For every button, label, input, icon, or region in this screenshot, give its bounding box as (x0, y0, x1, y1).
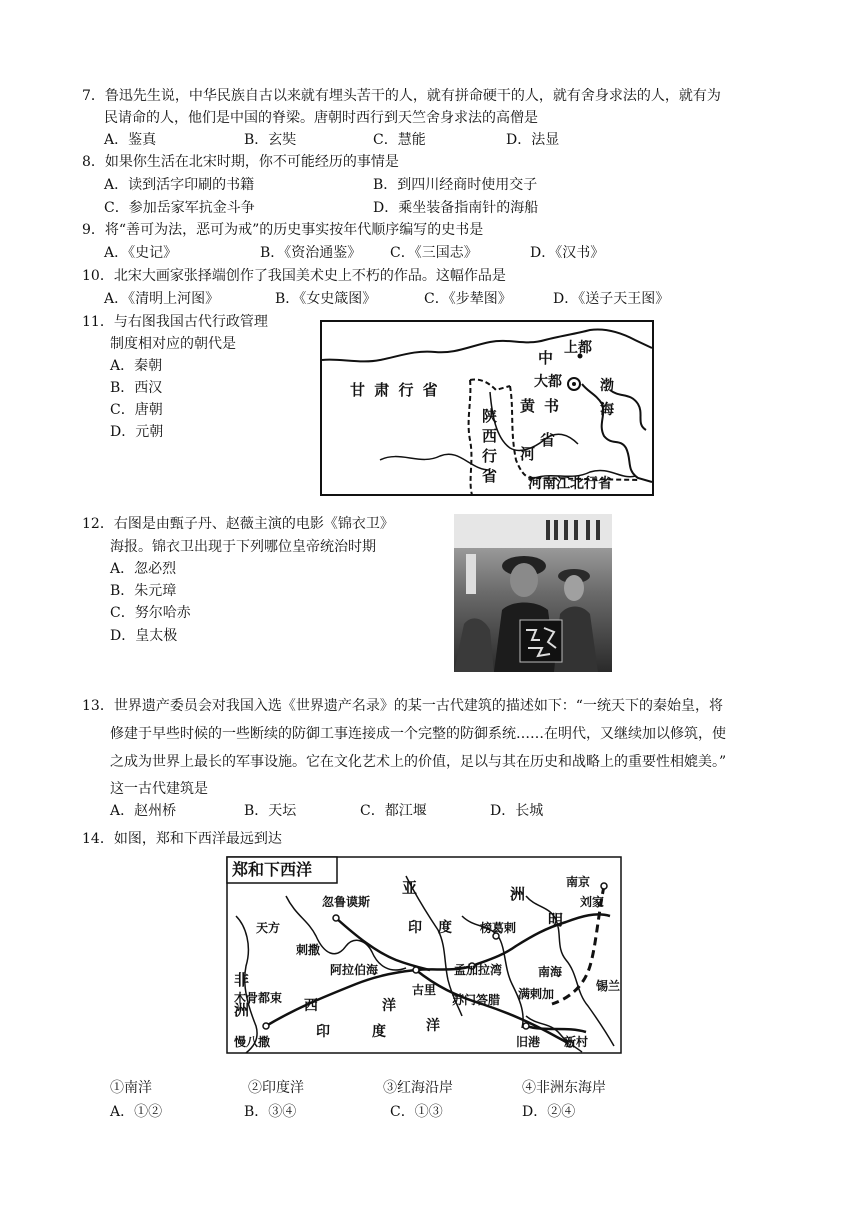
q14-item-3: ③红海沿岸 (383, 1080, 453, 1096)
voyage-label-indian-2: 度 (372, 1024, 386, 1040)
q11-option-d: D．元朝 (110, 424, 164, 440)
q11-stem-line2: 制度相对应的朝代是 (110, 336, 236, 352)
map-label-henan: 河南江北行省 (528, 476, 612, 492)
q9-option-b: B．《资治通鉴》 (260, 245, 362, 261)
q12-stem-line1: 12．右图是由甄子丹、赵薇主演的电影《锦衣卫》 (82, 516, 394, 532)
q7-option-a: A．鉴真 (104, 132, 157, 148)
q10-option-c: C．《步辇图》 (424, 291, 512, 307)
voyage-label-liujia: 刘家 (580, 895, 605, 909)
map-label-shaanxi-2: 西 (482, 427, 498, 445)
map-label-bohai-1: 渤 (600, 378, 614, 394)
q7-stem-line2: 民请命的人，他们是中国的脊梁。唐朝时西行到天竺舍身求法的高僧是 (104, 110, 538, 126)
q8-option-b: B．到四川经商时使用交子 (373, 177, 538, 193)
q8-option-d: D．乘坐装备指南针的海船 (373, 200, 539, 216)
q12-option-b: B．朱元璋 (110, 583, 177, 599)
q13-option-b: B．天坛 (244, 803, 297, 819)
voyage-label-west-2: 洋 (382, 998, 396, 1014)
voyage-label-india-1: 印 (408, 920, 422, 936)
q7-option-b: B．玄奘 (244, 132, 297, 148)
q14-option-c: C．①③ (390, 1104, 443, 1120)
voyage-label-bengal: 榜葛剌 (480, 921, 517, 935)
q11-option-a: A．秦朝 (110, 358, 163, 374)
voyage-label-sumatra: 苏门答腊 (452, 993, 501, 1007)
q8-option-a: A．读到活字印刷的书籍 (104, 177, 255, 193)
q10-option-d: D．《送子天王图》 (553, 291, 670, 307)
q10-option-b: B．《女史箴图》 (275, 291, 377, 307)
q11-option-b: B．西汉 (110, 380, 163, 396)
voyage-label-ceylon: 锡兰 (596, 979, 621, 993)
voyage-label-hormuz: 忽鲁谟斯 (322, 895, 371, 909)
map-label-shaanxi-3: 行 (482, 447, 498, 465)
q9-stem: 9．将“善可为法，恶可为戒”的历史事实按年代顺序编写的史书是 (82, 222, 484, 238)
q12-option-d: D．皇太极 (110, 628, 178, 644)
poster-drawing (454, 514, 612, 672)
q13-option-c: C．都江堰 (360, 803, 427, 819)
voyage-label-palembang: 旧港 (516, 1035, 541, 1049)
voyage-label-mogadishu: 木骨都束 (234, 991, 283, 1005)
map-label-zhongshu-1: 中 (538, 349, 554, 367)
voyage-label-nanjing: 南京 (566, 875, 591, 889)
map-label-shaanxi-1: 陕 (482, 407, 498, 425)
q13-option-a: A．赵州桥 (110, 803, 177, 819)
q7-option-d: D．法显 (506, 132, 560, 148)
q13-stem-line1: 13．世界遗产委员会对我国入选《世界遗产名录》的某一古代建筑的描述如下：“一统天下的秦始皇，将 (82, 698, 723, 714)
q12-option-c: C．努尔哈赤 (110, 605, 191, 621)
q9-option-a: A．《史记》 (104, 245, 178, 261)
q9-option-d: D．《汉书》 (530, 245, 605, 261)
voyage-label-south-sea: 南海 (538, 965, 563, 979)
q13-stem-line2: 修建于早些时候的一些断续的防御工事连接成一个完整的防御系统……在明代，又继续加以修筑，使 (110, 726, 726, 742)
q14-option-b: B．③④ (244, 1104, 297, 1120)
q8-option-c: C．参加岳家军抗金斗争 (104, 200, 255, 216)
voyage-label-mombasa: 慢八撒 (234, 1035, 271, 1049)
map-label-zhongshu-2: 书 (544, 397, 560, 415)
yuan-dynasty-map (320, 320, 654, 496)
voyage-label-bay-of-bengal: 孟加拉湾 (454, 963, 503, 977)
map-label-zhongshu-3: 省 (540, 431, 556, 449)
voyage-label-arabian-sea: 阿拉伯海 (330, 963, 379, 977)
map-label-bohai-2: 海 (600, 402, 614, 418)
q11-option-c: C．唐朝 (110, 402, 163, 418)
q10-stem: 10．北宋大画家张择端创作了我国美术史上不朽的作品。这幅作品是 (82, 268, 506, 284)
voyage-label-xincun: 新村 (564, 1035, 589, 1049)
map-label-shaanxi-4: 省 (482, 467, 498, 485)
movie-poster-image (454, 514, 612, 672)
map-label-huanghe-1: 黄 (520, 397, 536, 415)
q13-option-d: D．长城 (490, 803, 544, 819)
voyage-map-drawing (226, 856, 622, 1054)
map-label-gansu: 甘 肃 行 省 (350, 381, 440, 399)
voyage-label-africa-2: 洲 (234, 1001, 250, 1019)
voyage-label-mecca: 天方 (256, 921, 281, 935)
voyage-label-ming: 明 (548, 911, 564, 929)
q8-stem: 8．如果你生活在北宋时期，你不可能经历的事情是 (82, 154, 399, 170)
q7-option-c: C．慧能 (373, 132, 426, 148)
q14-item-1: ①南洋 (110, 1080, 152, 1096)
voyage-label-lasa: 刺撒 (296, 943, 321, 957)
voyage-label-malacca: 满剌加 (518, 987, 555, 1001)
q9-option-c: C．《三国志》 (390, 245, 478, 261)
q13-stem-line4: 这一古代建筑是 (110, 781, 208, 797)
voyage-label-asia-2: 洲 (510, 885, 526, 903)
q14-option-a: A．①② (110, 1104, 163, 1120)
map-label-shangdu: 上都 (564, 340, 592, 356)
voyage-label-calicut: 古里 (412, 983, 437, 997)
map-label-huanghe-2: 河 (520, 445, 536, 463)
q12-stem-line2: 海报。锦衣卫出现于下列哪位皇帝统治时期 (110, 539, 376, 555)
q14-item-2: ②印度洋 (248, 1080, 304, 1096)
voyage-map-title: 郑和下西洋 (232, 860, 313, 879)
q14-stem: 14．如图，郑和下西洋最远到达 (82, 831, 282, 847)
voyage-label-asia-1: 亚 (402, 879, 418, 897)
map-label-dadu: 大都 (534, 374, 562, 390)
q10-option-a: A．《清明上河图》 (104, 291, 220, 307)
q7-stem-line1: 7．鲁迅先生说，中华民族自古以来就有埋头苦干的人，就有拼命硬干的人，就有舍身求法的人，就有为 (82, 88, 721, 104)
voyage-label-indian-3: 洋 (426, 1018, 440, 1034)
q11-stem-line1: 11．与右图我国古代行政管理 (82, 314, 268, 330)
q12-option-a: A．忽必烈 (110, 561, 177, 577)
voyage-label-india-2: 度 (438, 920, 452, 936)
zhenghe-voyage-map (226, 856, 622, 1054)
voyage-label-africa-1: 非 (234, 971, 250, 989)
voyage-label-west-1: 西 (304, 998, 318, 1014)
q14-option-d: D．②④ (522, 1104, 576, 1120)
q13-stem-line3: 之成为世界上最长的军事设施。它在文化艺术上的价值，足以与其在历史和战略上的重要性相媲美。” (110, 754, 727, 770)
q14-item-4: ④非洲东海岸 (522, 1080, 606, 1096)
voyage-label-indian-1: 印 (316, 1024, 330, 1040)
